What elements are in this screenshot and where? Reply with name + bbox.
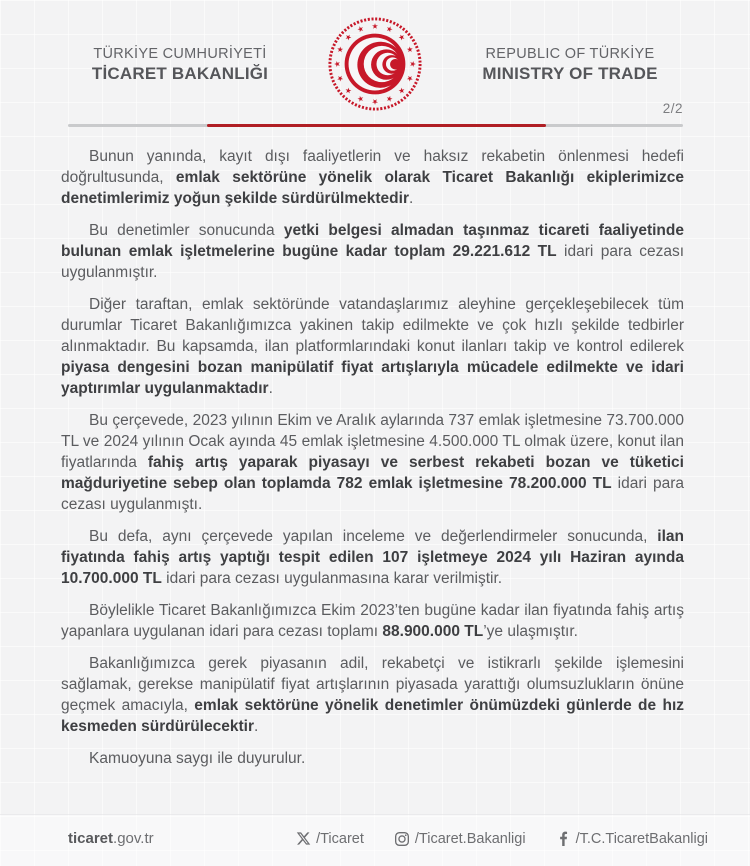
footer bbox=[0, 814, 750, 866]
paragraph: Kamuoyuna saygı ile duyurulur. bbox=[89, 750, 306, 767]
social-link-facebook[interactable] bbox=[556, 831, 708, 847]
paragraph: Böylelikle Ticaret Bakanlığımızca Ekim 2023’ten bugüne kadar ilan fiyatında fahiş artış yapanlara uygulanan idari para cezası toplamı 88.900.000 TL’ye ulaşmıştır. bbox=[61, 602, 684, 640]
website-bold-part: ticaret bbox=[68, 830, 114, 847]
divider-line bbox=[68, 124, 683, 127]
social-handle: /Ticaret.Bakanligi bbox=[414, 830, 526, 847]
ministry-name-tr-line1: TÜRKİYE CUMHURİYETİ bbox=[93, 45, 267, 62]
ministry-name-en-line2: MINISTRY OF TRADE bbox=[482, 63, 658, 83]
letterhead bbox=[0, 0, 750, 113]
website-link[interactable] bbox=[68, 830, 154, 847]
website-rest-part: .gov.tr bbox=[113, 830, 154, 847]
paragraph: Bu defa, aynı çerçevede yapılan inceleme ve değerlendirmeler sonucunda, ilan fiyatında fahiş artış yaptığı tespit edilen 107 işletmeye 2024 yılı Haziran ayında 10.700.000 TL idari para cezası uygulanmasına karar verilmiştir. bbox=[61, 528, 684, 587]
divider-red-segment bbox=[207, 124, 546, 128]
social-links bbox=[296, 831, 708, 847]
social-link-x[interactable] bbox=[296, 831, 364, 847]
facebook-icon bbox=[556, 831, 571, 846]
paragraph: Diğer taraftan, emlak sektöründe vatandaşlarımız aleyhine gerçekleşebilecek tüm durumlar Ticaret Bakanlığımızca yakinen takip edilmekte ve çok hızlı şekilde tedbirler alınmaktadır. Bu kapsamda, ilan platformlarındaki konut ilanları takip ve kontrol edilerek piyasa dengesini bozan manipülatif fiyat artışlarıyla mücadele edilmekte ve idari yaptırımlar uygulanmaktadır. bbox=[61, 296, 684, 397]
paragraph: Bakanlığımızca gerek piyasanın adil, rekabetçi ve istikrarlı şekilde işlemesini sağlamak, gerekse manipülatif fiyat artışlarının piyasada yarattığı olumsuzlukların önüne geçmek amacıyla, emlak sektörüne yönelik denetimler önümüzdeki günlerde de hız kesmeden sürdürülecektir. bbox=[61, 655, 685, 735]
ministry-of-trade-emblem-icon bbox=[326, 15, 424, 113]
paragraph: Bu denetimler sonucunda yetki belgesi almadan taşınmaz ticareti faaliyetinde bulunan emlak işletmelerine bugüne kadar toplam 29.221.612 TL idari para cezası uygulanmıştır. bbox=[61, 222, 684, 281]
ministry-name-tr-line2: TİCARET BAKANLIĞI bbox=[91, 63, 269, 83]
x-icon bbox=[296, 831, 311, 846]
paragraph: Bunun yanında, kayıt dışı faaliyetlerin ve haksız rekabetin önlenmesi hedefi doğrultusunda, emlak sektörüne yönelik olarak Ticaret Bakanlığı ekiplerimizce denetimlerimiz yoğun şekilde sürdürülmektedir. bbox=[61, 148, 685, 207]
ministry-name-english bbox=[452, 45, 688, 84]
page-number: 2/2 bbox=[662, 101, 683, 116]
ministry-name-turkish bbox=[62, 45, 298, 84]
paragraph: Bu çerçevede, 2023 yılının Ekim ve Aralık aylarında 737 emlak işletmesine 73.700.000 TL ve 2024 yılının Ocak ayında 45 emlak işletmesine 4.500.000 TL olmak üzere, konut ilan fiyatlarında fahiş artış yaparak piyasayı ve serbest rekabeti bozan ve tüketici mağduriyetine sebep olan toplamda 782 emlak işletmesine 78.200.000 TL idari para cezası uygulanmıştı. bbox=[61, 412, 684, 513]
social-handle: /Ticaret bbox=[316, 830, 364, 847]
press-release-body bbox=[61, 146, 684, 780]
ministry-name-en-line1: REPUBLIC OF TÜRKİYE bbox=[485, 45, 655, 62]
instagram-icon bbox=[394, 831, 410, 847]
social-handle: /T.C.TicaretBakanligi bbox=[575, 830, 708, 847]
social-link-instagram[interactable] bbox=[394, 831, 526, 847]
